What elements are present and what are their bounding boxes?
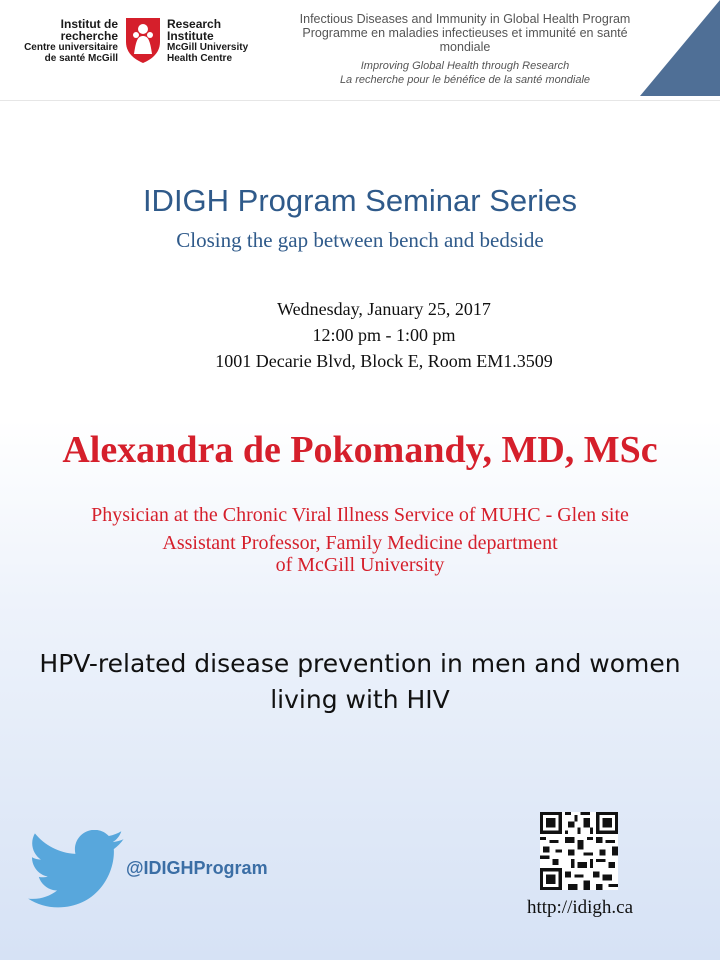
- event-date: Wednesday, January 25, 2017: [277, 299, 491, 319]
- website-url[interactable]: http://idigh.ca: [526, 897, 634, 918]
- institute-en-line1: Research: [167, 17, 222, 31]
- institute-name-en: [167, 18, 277, 64]
- program-banner: [290, 12, 640, 87]
- program-name-fr: Programme en maladies infectieuses et immunité en santé mondiale: [302, 26, 628, 54]
- corner-triangle-decoration: [640, 0, 720, 96]
- motto-en: Improving Global Health through Research: [360, 60, 570, 72]
- muhc-logo-icon: [124, 16, 162, 64]
- header-divider: [0, 100, 720, 101]
- institute-name-fr: [18, 18, 118, 64]
- institute-fr-sub1: Centre universitaire: [24, 42, 118, 53]
- institute-fr-line1: Institut de: [60, 17, 118, 31]
- twitter-bird-icon[interactable]: [28, 830, 126, 910]
- speaker-role-1: Physician at the Chronic Viral Illness Service of MUHC - Glen site: [91, 504, 629, 526]
- institute-en-sub1: McGill University: [167, 42, 249, 53]
- institute-en-sub2: Health Centre: [167, 53, 233, 64]
- speaker-name: Alexandra de Pokomandy, MD, MSc: [62, 429, 658, 471]
- series-title: IDIGH Program Seminar Series: [142, 183, 578, 218]
- qr-code-icon: [540, 812, 618, 890]
- event-time: 12:00 pm - 1:00 pm: [312, 325, 456, 345]
- institute-fr-sub2: de santé McGill: [44, 53, 118, 64]
- talk-title: HPV-related disease prevention in men and women living with HIV: [39, 649, 681, 714]
- series-tagline: Closing the gap between bench and bedside: [176, 228, 544, 252]
- motto-fr: La recherche pour le bénéfice de la santé mondiale: [339, 74, 591, 86]
- institute-fr-line2: recherche: [60, 29, 118, 43]
- speaker-role-2: Assistant Professor, Family Medicine department of McGill University: [162, 532, 558, 576]
- program-name-en: Infectious Diseases and Immunity in Global Health Program: [299, 12, 631, 26]
- twitter-handle[interactable]: @IDIGHProgram: [126, 858, 268, 878]
- event-location: 1001 Decarie Blvd, Block E, Room EM1.3509: [215, 351, 553, 371]
- institute-en-line2: Institute: [167, 29, 214, 43]
